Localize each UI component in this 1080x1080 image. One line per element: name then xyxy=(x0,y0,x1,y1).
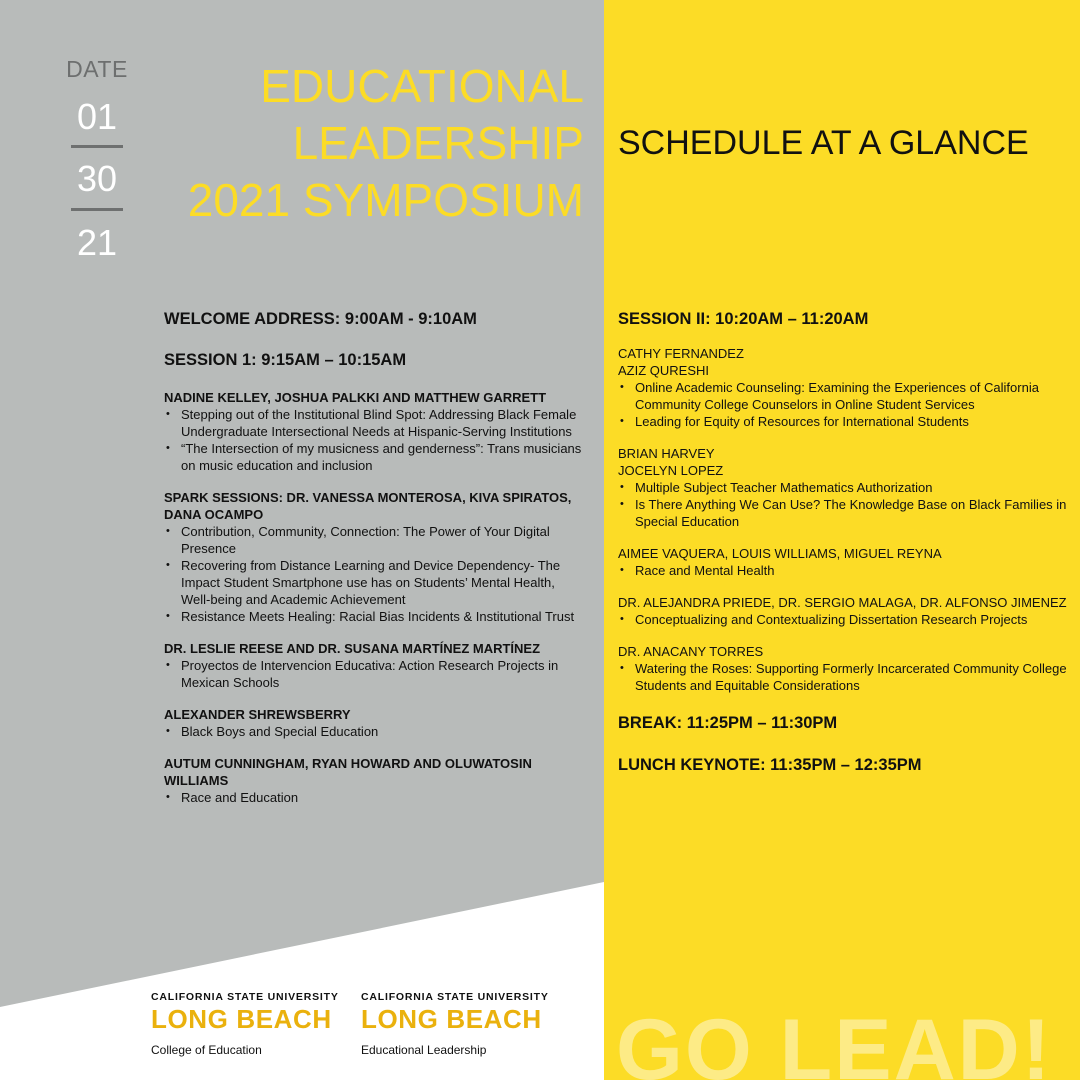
talk-title: • Race and Mental Health xyxy=(618,562,1068,579)
presentation-block xyxy=(164,706,584,740)
talk-title: • Online Academic Counseling: Examining the Experiences of California Community College Counselors in Online Student Services xyxy=(618,379,1068,413)
logo-university-name: CALIFORNIA STATE UNIVERSITY xyxy=(151,991,339,1003)
logo-university-name: CALIFORNIA STATE UNIVERSITY xyxy=(361,991,549,1003)
talk-title: • Conceptualizing and Contextualizing Dissertation Research Projects xyxy=(618,611,1068,628)
go-lead-slogan: GO LEAD! xyxy=(616,1002,1053,1080)
presentation-block xyxy=(618,445,1068,530)
presenter-names: SPARK SESSIONS: DR. VANESSA MONTEROSA, KIVA SPIRATOS, DANA OCAMPO xyxy=(164,490,572,522)
talk-title: • Contribution, Community, Connection: The Power of Your Digital Presence xyxy=(164,523,584,557)
logo-campus-name: LONG BEACH xyxy=(151,1004,332,1034)
event-title xyxy=(188,58,584,229)
presenter-name: CATHY FERNANDEZ xyxy=(618,346,744,361)
left-schedule-column xyxy=(164,308,584,806)
talk-title: • Multiple Subject Teacher Mathematics Authorization xyxy=(618,479,1068,496)
date-day: 30 xyxy=(76,158,118,199)
presenter-name: AZIZ QURESHI xyxy=(618,363,710,378)
presentation-block xyxy=(164,640,584,691)
presenter-name: DR. ALEJANDRA PRIEDE, DR. SERGIO MALAGA, DR. ALFONSO JIMENEZ xyxy=(618,595,1067,610)
talk-title: • Proyectos de Intervencion Educativa: Action Research Projects in Mexican Schools xyxy=(164,657,584,691)
presenter-names: AUTUM CUNNINGHAM, RYAN HOWARD AND OLUWATOSIN WILLIAMS xyxy=(164,756,532,788)
session-2-heading: SESSION II: 10:20AM – 11:20AM xyxy=(618,310,869,328)
welcome-address-heading: WELCOME ADDRESS: 9:00AM - 9:10AM xyxy=(164,310,477,328)
date-divider xyxy=(71,208,123,211)
talk-title: • Watering the Roses: Supporting Formerly Incarcerated Community College Students and Equitable Considerations xyxy=(618,660,1068,694)
date-year: 21 xyxy=(76,222,118,263)
talk-title: • Leading for Equity of Resources for International Students xyxy=(618,413,1068,430)
talk-title: • Recovering from Distance Learning and Device Dependency- The Impact Student Smartphone use has on Students’ Mental Health, Well-being and Academic Achievement xyxy=(164,557,584,608)
college-of-education-logo xyxy=(151,991,339,1057)
right-schedule-column xyxy=(618,308,1068,776)
talk-title: • Stepping out of the Institutional Blind Spot: Addressing Black Female Undergraduate Intersectional Needs at Hispanic-Serving Institutions xyxy=(164,406,584,440)
date-month: 01 xyxy=(76,96,118,137)
session-1-heading: SESSION 1: 9:15AM – 10:15AM xyxy=(164,351,407,369)
presentation-block xyxy=(618,545,1068,579)
presentation-block xyxy=(164,755,584,806)
presentation-block xyxy=(164,489,584,625)
talk-title: • “The Intersection of my musicness and genderness”: Trans musicians on music education and inclusion xyxy=(164,440,584,474)
event-title-line: LEADERSHIP xyxy=(292,117,584,169)
educational-leadership-logo xyxy=(361,991,549,1057)
date-label: DATE xyxy=(66,56,128,82)
presenter-name: JOCELYN LOPEZ xyxy=(618,463,724,478)
presenter-names: NADINE KELLEY, JOSHUA PALKKI AND MATTHEW GARRETT xyxy=(164,390,547,405)
schedule-title: SCHEDULE AT A GLANCE xyxy=(618,124,1029,162)
talk-title: • Race and Education xyxy=(164,789,584,806)
presenter-name: DR. ANACANY TORRES xyxy=(618,644,764,659)
break-heading: BREAK: 11:25PM – 11:30PM xyxy=(618,714,838,732)
event-title-line: 2021 SYMPOSIUM xyxy=(187,174,584,226)
event-title-line: EDUCATIONAL xyxy=(260,60,584,112)
presenter-names: DR. LESLIE REESE AND DR. SUSANA MARTÍNEZ MARTÍNEZ xyxy=(164,641,541,656)
talk-title: • Is There Anything We Can Use? The Knowledge Base on Black Families in Special Education xyxy=(618,496,1068,530)
date-divider xyxy=(71,145,123,148)
presentation-block xyxy=(618,345,1068,430)
logo-campus-name: LONG BEACH xyxy=(361,1004,542,1034)
presentation-block xyxy=(618,643,1068,694)
logo-department-name: Educational Leadership xyxy=(361,1043,487,1057)
presenter-names: ALEXANDER SHREWSBERRY xyxy=(164,707,351,722)
talk-title: • Black Boys and Special Education xyxy=(164,723,584,740)
presenter-name: BRIAN HARVEY xyxy=(618,446,715,461)
talk-title: • Resistance Meets Healing: Racial Bias Incidents & Institutional Trust xyxy=(164,608,584,625)
logo-department-name: College of Education xyxy=(151,1043,262,1057)
presentation-block xyxy=(164,389,584,474)
lunch-keynote-heading: LUNCH KEYNOTE: 11:35PM – 12:35PM xyxy=(618,756,922,774)
presentation-block xyxy=(618,594,1068,628)
presenter-name: AIMEE VAQUERA, LOUIS WILLIAMS, MIGUEL REYNA xyxy=(618,546,942,561)
